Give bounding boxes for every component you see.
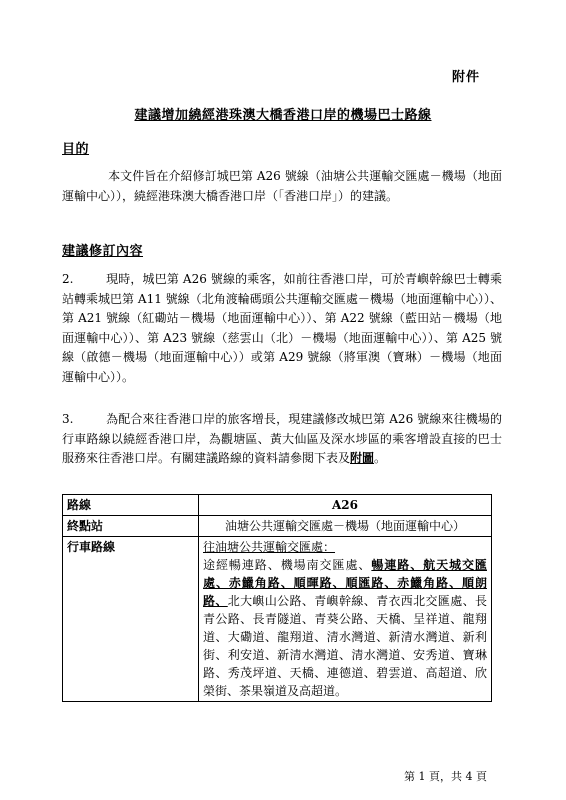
route-part-2: 北大嶼山公路、青嶼幹線、青衣西北交匯處、長青公路、長青隧道、青葵公路、天橋、呈祥道、龍翔道、大磡道、龍翔道、清水灣道、新清水灣道、新利街、利安道、新清水灣道、清水灣道、安秀道、寶琳路、秀茂坪道、天橋、連德道、碧雲道、高超道、欣榮街、茶果嶺道及高超道。 [203,594,487,698]
route-number-value: A26 [199,495,492,516]
paragraph-2-text: 現時，城巴第 A26 號線的乘客，如前往香港口岸，可於青嶼幹線巴士轉乘站轉乘城巴第 A11 號線（北角渡輪碼頭公共運輸交匯處－機場（地面運輸中心））、第 A21 號線（紅磡站－機場（地面運輸中心））、第 A22 號線（藍田站－機場（地面運輸中心））、第 A23 號線（慈雲山（北）－機場（地面運輸中心））、第 A25 號線（啟德－機場（地面運輸中心））或第 A29 號線（將軍澳（寶琳）－機場（地面運輸中心））。 [62,272,502,384]
purpose-text: 本文件旨在介紹修訂城巴第 A26 號線（油塘公共運輸交匯處－機場（地面運輸中心）），繞經港珠澳大橋香港口岸（「香港口岸」）的建議。 [62,169,502,203]
paragraph-number: 2. [62,272,74,286]
routing-value [199,537,492,702]
paragraph-2 [62,270,502,387]
paragraph-number: 3. [62,412,74,426]
annex-label: 附件 [452,70,481,85]
terminus-value: 油塘公共運輸交匯處－機場（地面運輸中心） [199,516,492,537]
table-row [63,495,492,516]
document-title: 建議增加繞經港珠澳大橋香港口岸的機場巴士路線 [134,108,432,123]
route-part-1: 途經暢連路、機場南交匯處、 [203,558,372,572]
terminus-label: 終點站 [63,516,199,537]
route-direction: 往油塘公共運輸交匯處： [203,540,336,554]
table-row [63,537,492,702]
paragraph-3-text: 為配合來往香港口岸的旅客增長，現建議修改城巴第 A26 號線來往機場的行車路線以繞經香港口岸，為觀塘區、黃大仙區及深水埗區的乘客增設直接的巴士服務來往香港口岸。有關建議路線的資料請參閱下表及 [62,412,502,465]
purpose-paragraph [62,167,502,206]
page-number: 第 1 頁，共 4 頁 [404,770,487,783]
route-new-section: 暢連路、航天城交匯處、赤鱲角路、順暉路、順匯路、赤鱲角路、順朗路、 [203,558,487,608]
route-table [62,494,492,702]
proposal-heading: 建議修訂內容 [62,244,144,259]
annex-figure-link[interactable]: 附圖 [350,451,375,465]
routing-label: 行車路線 [63,537,199,702]
table-row [63,516,492,537]
paragraph-3 [62,410,502,469]
paragraph-3-end: 。 [374,451,387,465]
route-number-label: 路線 [63,495,199,516]
purpose-heading: 目的 [62,142,90,157]
